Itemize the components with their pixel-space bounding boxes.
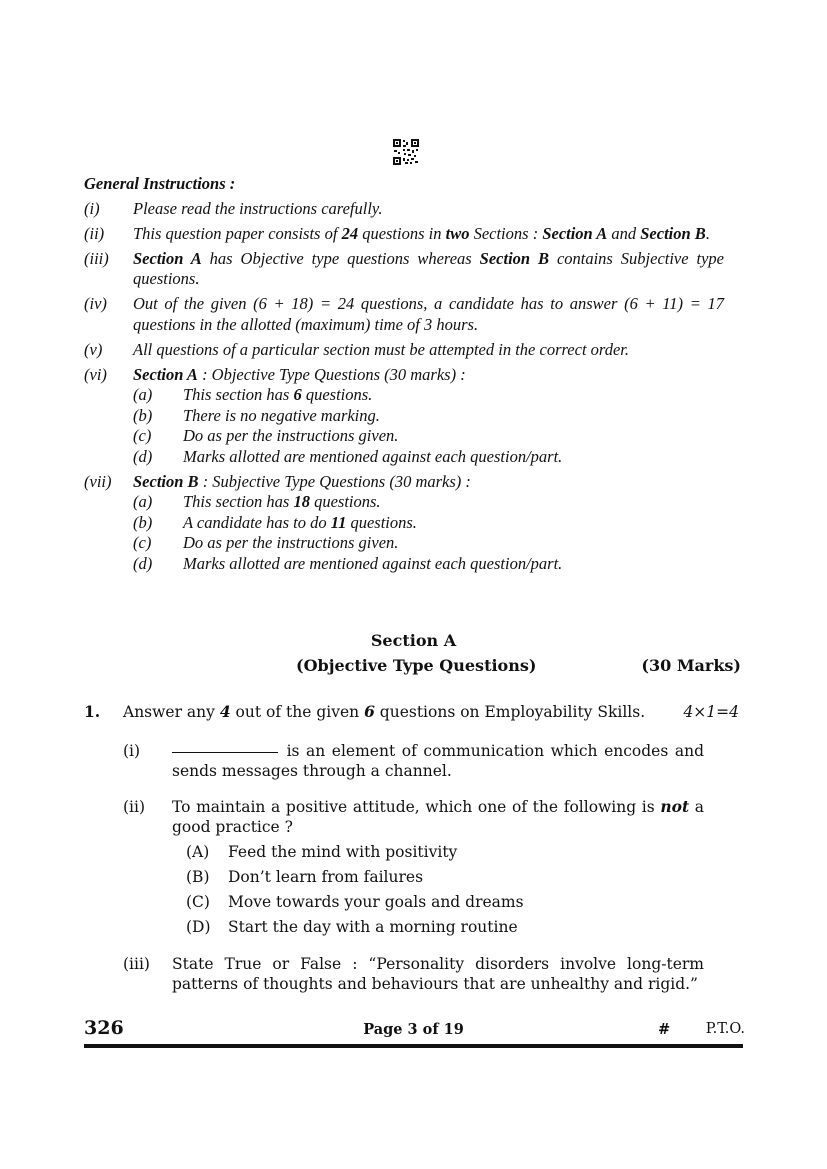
sub-item: (b) A candidate has to do 11 questions. xyxy=(133,512,417,532)
sub-item: (c) Do as per the instructions given. xyxy=(133,426,399,445)
instruction-item: (vii) Section B : Subjective Type Questions (30 marks) : (a) This section has 18 questions. (b) A candidate has to do 11 questions. (c) Do as per the instructions given. (d) Marks allotted are mentioned against each question/part. xyxy=(84,472,724,575)
hash-mark: # xyxy=(658,1021,671,1038)
option-c: (C) Move towards your goals and dreams xyxy=(186,893,524,911)
question-text: Answer any 4 out of the given 6 questions on Employability Skills. xyxy=(123,702,646,721)
sub-item: (a) This section has 18 questions. xyxy=(133,492,381,511)
instruction-item: (vi) Section A : Objective Type Questions (30 marks) : (a) This section has 6 questions. (b) There is no negative marking. (c) Do as per the instructions given. (d) Marks allotted are mentioned against each question/part. xyxy=(84,365,724,468)
instruction-item: (v) All questions of a particular section must be attempted in the correct order. xyxy=(84,339,630,359)
footer-rule xyxy=(84,1044,743,1048)
instruction-item: (ii) This question paper consists of 24 questions in two Sections : Section A and Section B. xyxy=(84,223,710,243)
paper-code: 326 xyxy=(84,1017,124,1039)
section-title: Section A xyxy=(370,631,457,650)
page-number: Page 3 of 19 xyxy=(363,1021,464,1038)
pto-label: P.T.O. xyxy=(705,1021,745,1037)
question-number: 1. xyxy=(84,702,101,721)
sub-item: (b) There is no negative marking. xyxy=(133,405,380,425)
question-1 xyxy=(84,702,744,995)
sub-item: (d) Marks allotted are mentioned against each question/part. xyxy=(133,553,563,573)
question-part: (i) is an element of communication which encodes and sends messages through a channel. xyxy=(123,741,704,780)
question-1-header xyxy=(84,702,744,723)
question-part: (iii) State True or False : “Personality disorders involve long-term patterns of thoughts and behaviours that are unhealthy and rigid.” xyxy=(123,954,704,993)
question-marks: 4×1=4 xyxy=(683,703,739,721)
option-b: (B) Don’t learn from failures xyxy=(186,868,424,886)
instruction-item: (iv) Out of the given (6 + 18) = 24 questions, a candidate has to answer (6 + 11) = 17 questions in the allotted (maximum) time of 3 hours. xyxy=(84,294,724,334)
instruction-item: (i) Please read the instructions carefully. xyxy=(84,198,383,218)
section-marks: (30 Marks) xyxy=(641,656,741,675)
question-part: (ii) To maintain a positive attitude, which one of the following is not a good practice ? (A) Feed the mind with positivity (B) Don’t learn from failures (C) Move towards your goals and dreams (D) Start the day with a morning routine xyxy=(123,796,705,936)
answer-blank xyxy=(172,752,278,753)
general-instructions xyxy=(84,174,724,579)
sub-item: (a) This section has 6 questions. xyxy=(133,385,373,404)
option-d: (D) Start the day with a morning routine xyxy=(186,918,518,936)
instruction-item: (iii) Section A has Objective type questions whereas Section B contains Subjective type questions. xyxy=(84,248,724,288)
general-instructions-title: General Instructions : xyxy=(84,174,236,193)
sub-item: (c) Do as per the instructions given. xyxy=(133,533,399,552)
option-a: (A) Feed the mind with positivity xyxy=(186,843,458,861)
qr-code-icon xyxy=(393,139,419,165)
section-subtitle: (Objective Type Questions) xyxy=(296,656,537,675)
sub-item: (d) Marks allotted are mentioned against each question/part. xyxy=(133,446,563,466)
